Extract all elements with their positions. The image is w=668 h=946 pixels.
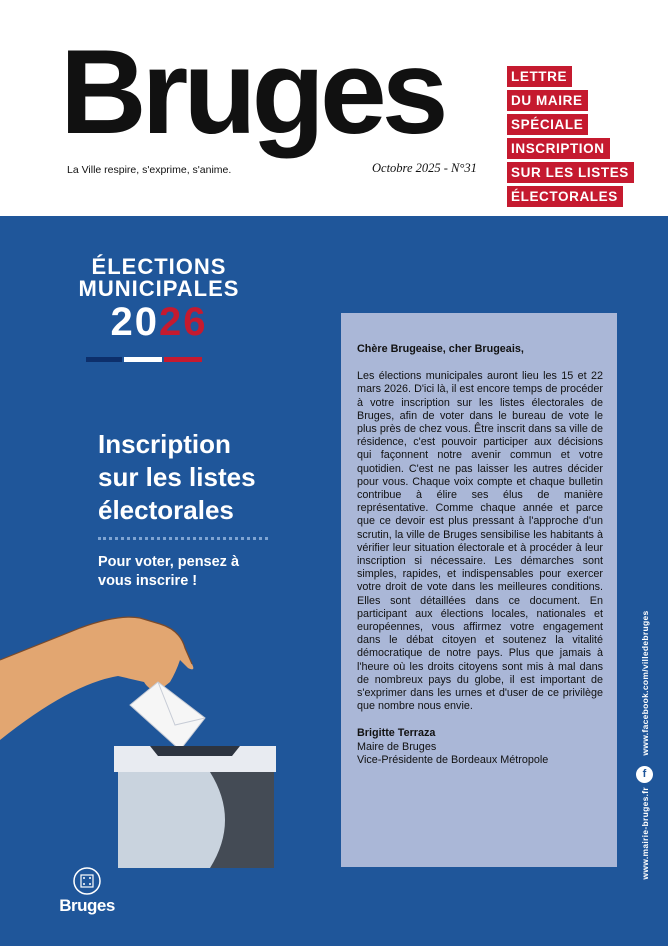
letter-salutation: Chère Brugeaise, cher Brugeais,	[357, 343, 524, 355]
contact-links	[640, 610, 650, 879]
tagline: La Ville respire, s'exprime, s'anime.	[67, 164, 232, 176]
tag-line-4: INSCRIPTION	[507, 138, 610, 159]
elections-year	[44, 300, 274, 344]
city-emblem-icon	[72, 866, 102, 896]
issue-date: Octobre 2025 - N°31	[372, 161, 477, 175]
facebook-link[interactable]: www.facebook.com/villedebruges	[640, 610, 650, 756]
envelope-icon	[130, 682, 205, 750]
subheading-line-2: vous inscrire !	[98, 573, 198, 589]
heading-line-1: Inscription	[98, 429, 231, 459]
tag-line-3: SPÉCIALE	[507, 114, 588, 135]
dotted-divider	[98, 537, 268, 540]
emblem-name: Bruges	[59, 896, 115, 915]
heading-line-3: électorales	[98, 495, 234, 525]
flag-stripe-blue	[86, 357, 122, 362]
bruges-logo: Bruges	[60, 25, 444, 159]
ballot-slot	[150, 746, 240, 756]
tag-line-5: SUR LES LISTES	[507, 162, 634, 183]
subheading-line-1: Pour voter, pensez à	[98, 554, 240, 570]
flag-stripe-white	[124, 357, 162, 362]
tag-line-1: LETTRE	[507, 66, 572, 87]
ballot-box-illustration	[0, 580, 300, 880]
flag-stripe-red	[164, 357, 202, 362]
masthead	[0, 0, 668, 216]
website-link[interactable]: www.mairie-bruges.fr	[640, 786, 650, 880]
year-suffix: 26	[159, 300, 208, 344]
year-prefix: 20	[110, 300, 159, 344]
letter-body: Les élections municipales auront lieu les 15 et 22 mars 2026. D'ici là, il est encore temps de procéder à votre inscription sur les listes électorales de Bruges, afin de voter dans le bureau de vote le plus près de chez vous. Être inscrit dans sa ville de résidence, c'est pouvoir participer aux décisions qui façonnent notre avenir commun et votre quotidien. C'est ne pas laisser les autres décider pour vous. Chaque voix compte et chaque bulletin contribue à élire ses élus de manière représentative. Comme chaque année et parce que ce devoir est plus pressant à l'approche d'un scrutin, la ville de Bruges sensibilise les habitants à vérifier leur situation électorale et à procéder à leur inscription si nécessaire. Les démarches sont simples, rapides, et indispensables pour exercer votre droit de vote dans les meilleures conditions. Elles sont détaillées dans ce document. En participant aux élections locales, nationales et européennes, vous affirmez votre engagement dans le débat citoyen et soutenez la vitalité démocratique de notre pays. Plus que jamais à l'heure où les droits citoyens sont mis à mal dans de nombreux pays du globe, il est important de s'exprimer dans les urnes et d'user de ce privilège que nombre nous envie.	[357, 370, 603, 713]
section-heading	[98, 428, 256, 527]
heading-line-2: sur les listes	[98, 462, 256, 492]
signature-name: Brigitte Terraza	[357, 727, 436, 740]
signature-title-1: Maire de Bruges	[357, 740, 437, 753]
elections-line-1: ÉLECTIONS	[91, 254, 227, 279]
signature-title-2: Vice-Présidente de Bordeaux Métropole	[357, 753, 549, 766]
facebook-icon[interactable]: f	[636, 766, 653, 783]
elections-title	[44, 256, 274, 300]
tag-line-6: ÉLECTORALES	[507, 186, 623, 207]
mayor-letter	[341, 313, 617, 867]
elections-line-2: MUNICIPALES	[78, 276, 240, 301]
contact-sidebar	[633, 600, 657, 890]
special-edition-tags	[507, 66, 634, 210]
tag-line-2: DU MAIRE	[507, 90, 588, 111]
